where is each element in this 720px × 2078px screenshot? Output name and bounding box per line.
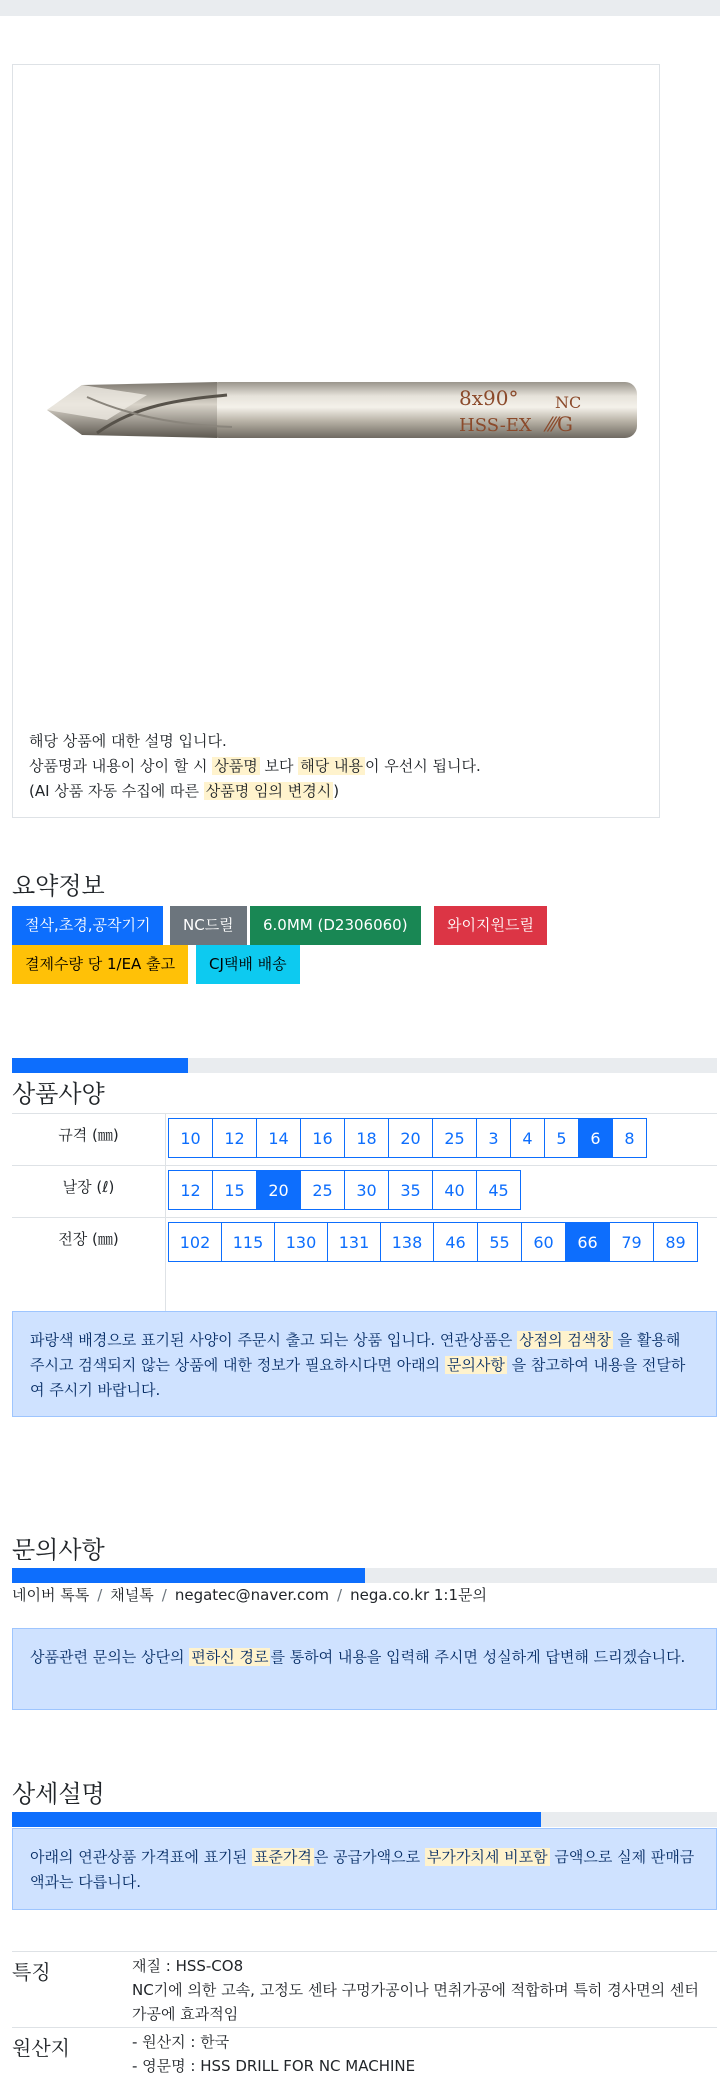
detail-row-features [12,1951,717,2027]
engraving-logo: ⁄⁄⁄G [547,412,573,436]
spec-option-89[interactable]: 89 [653,1222,698,1262]
engraving-size: 8x90° [459,386,519,410]
specs-progress [12,1058,717,1073]
spec-option-25[interactable]: 25 [432,1118,477,1158]
notice-text: 상품명과 내용이 상이 할 시 [29,757,213,775]
detail-label-origin: 원산지 [12,2036,70,2060]
spec-option-40[interactable]: 40 [432,1170,477,1210]
spec-option-66[interactable]: 66 [565,1222,610,1262]
summary-title: 요약정보 [12,872,105,900]
tag-delivery: CJ택배 배송 [196,945,300,984]
info-highlight: 문의사항 [446,1356,505,1374]
notice-line-2 [29,754,481,779]
spec-option-131[interactable]: 131 [327,1222,381,1262]
spec-option-25[interactable]: 25 [300,1170,345,1210]
info-text: 은 공급가액으로 [313,1848,425,1866]
spec-row-flute [12,1165,717,1217]
product-image-card [12,64,660,818]
spec-option-130[interactable]: 130 [274,1222,328,1262]
detail-row-origin [12,2027,717,2077]
tag-brand: 와이지원드릴 [434,906,547,945]
spec-option-4[interactable]: 4 [510,1118,545,1158]
spec-option-10[interactable]: 10 [168,1118,213,1158]
info-text: 파랑색 배경으로 표기된 사양이 주문시 출고 되는 상품 입니다. 연관상품은 [30,1331,518,1349]
product-notice [29,729,481,804]
info-highlight: 부가가치세 비포함 [426,1848,548,1866]
detail-line: 재질 : HSS-CO8 [132,1957,244,1975]
spec-option-5[interactable]: 5 [544,1118,579,1158]
inquiry-progress-fill [12,1568,365,1583]
spec-option-20[interactable]: 20 [256,1170,301,1210]
info-highlight: 상점의 검색창 [519,1331,611,1349]
detail-label-features: 특징 [12,1960,51,1984]
info-text: 아래의 연관상품 가격표에 표기된 [30,1848,252,1866]
notice-highlight: 상품명 임의 변경시 [205,782,332,800]
spec-row-length [12,1217,717,1311]
engraving-material: HSS-EX [459,415,532,436]
inquiry-info-box [12,1628,717,1710]
separator: / [337,1586,343,1604]
spec-option-12[interactable]: 12 [168,1170,213,1210]
spec-option-15[interactable]: 15 [212,1170,257,1210]
details-info-box [12,1828,717,1910]
engraving-nc: NC [555,393,582,412]
spec-row-diameter [12,1113,717,1165]
info-text: 을 참고하여 내용을 전달하여 주시기 바랍니다. [30,1356,686,1399]
detail-line: - 영문명 : HSS DRILL FOR NC MACHINE [132,2057,416,2075]
spec-option-6[interactable]: 6 [578,1118,613,1158]
notice-text: ) [333,782,340,800]
specs-title: 상품사양 [12,1080,105,1108]
notice-line-3 [29,779,481,804]
top-bar [0,0,720,16]
contact-channel-talk[interactable]: 채널톡 [110,1586,154,1604]
product-image [27,345,647,465]
contact-naver-talk[interactable]: 네이버 톡톡 [12,1586,90,1604]
spec-option-60[interactable]: 60 [521,1222,566,1262]
spec-option-30[interactable]: 30 [344,1170,389,1210]
detail-text-origin [132,2030,712,2078]
spec-option-138[interactable]: 138 [380,1222,434,1262]
spec-option-45[interactable]: 45 [476,1170,521,1210]
spec-label-flute: 날장 (ℓ) [62,1178,115,1196]
notice-highlight: 상품명 [214,757,258,775]
tag-size: 6.0MM (D2306060) [250,906,421,945]
info-text: 을 활용해 주시고 검색되지 않는 상품에 대한 정보가 필요하시다면 아래의 [30,1331,681,1374]
spec-option-18[interactable]: 18 [344,1118,389,1158]
details-progress [12,1812,717,1827]
detail-line: NC기에 의한 고속, 고정도 센타 구멍가공이나 면취가공에 적합하며 특히 경사면의 센터가공에 효과적임 [132,1981,699,2023]
info-text: 를 통하여 내용을 입력해 주시면 성실하게 답변해 드리겠습니다. [270,1648,686,1666]
notice-text: 이 우선시 됩니다. [364,757,481,775]
detail-line: - 원산지 : 한국 [132,2033,230,2051]
inquiry-progress [12,1568,717,1583]
tag-category: 절삭,초경,공작기기 [12,906,163,945]
spec-option-16[interactable]: 16 [300,1118,345,1158]
spec-option-55[interactable]: 55 [477,1222,522,1262]
spec-option-79[interactable]: 79 [609,1222,654,1262]
spec-option-46[interactable]: 46 [433,1222,478,1262]
tag-type: NC드릴 [170,906,247,945]
tag-shipping-qty: 결제수량 당 1/EA 출고 [12,945,188,984]
spec-option-14[interactable]: 14 [256,1118,301,1158]
contact-email[interactable]: negatec@naver.com [174,1586,330,1604]
info-text: 금액으로 실제 판매금액과는 다릅니다. [30,1848,695,1891]
inquiry-title: 문의사항 [12,1536,105,1564]
notice-text: (AI 상품 자동 수집에 따른 [29,782,204,800]
info-highlight: 편하신 경로 [191,1648,269,1666]
spec-option-20[interactable]: 20 [388,1118,433,1158]
contact-links [12,1584,487,1605]
spec-label-diameter: 규격 (㎜) [58,1126,119,1144]
spec-option-102[interactable]: 102 [168,1222,222,1262]
separator: / [161,1586,167,1604]
specs-progress-fill [12,1058,188,1073]
contact-site-inquiry[interactable]: nega.co.kr 1:1문의 [350,1586,487,1604]
notice-text: 보다 [259,757,299,775]
spec-option-8[interactable]: 8 [612,1118,647,1158]
info-highlight: 표준가격 [253,1848,312,1866]
spec-option-115[interactable]: 115 [221,1222,275,1262]
details-progress-fill [12,1812,541,1827]
spec-option-12[interactable]: 12 [212,1118,257,1158]
detail-text-features [132,1954,712,2026]
specs-info-box [12,1311,717,1417]
notice-line-1: 해당 상품에 대한 설명 입니다. [29,732,227,750]
spec-option-35[interactable]: 35 [388,1170,433,1210]
info-text: 상품관련 문의는 상단의 [30,1648,190,1666]
spec-option-3[interactable]: 3 [476,1118,511,1158]
spec-label-length: 전장 (㎜) [58,1230,119,1248]
details-title: 상세설명 [12,1780,105,1808]
separator: / [97,1586,103,1604]
notice-highlight: 해당 내용 [300,757,363,775]
